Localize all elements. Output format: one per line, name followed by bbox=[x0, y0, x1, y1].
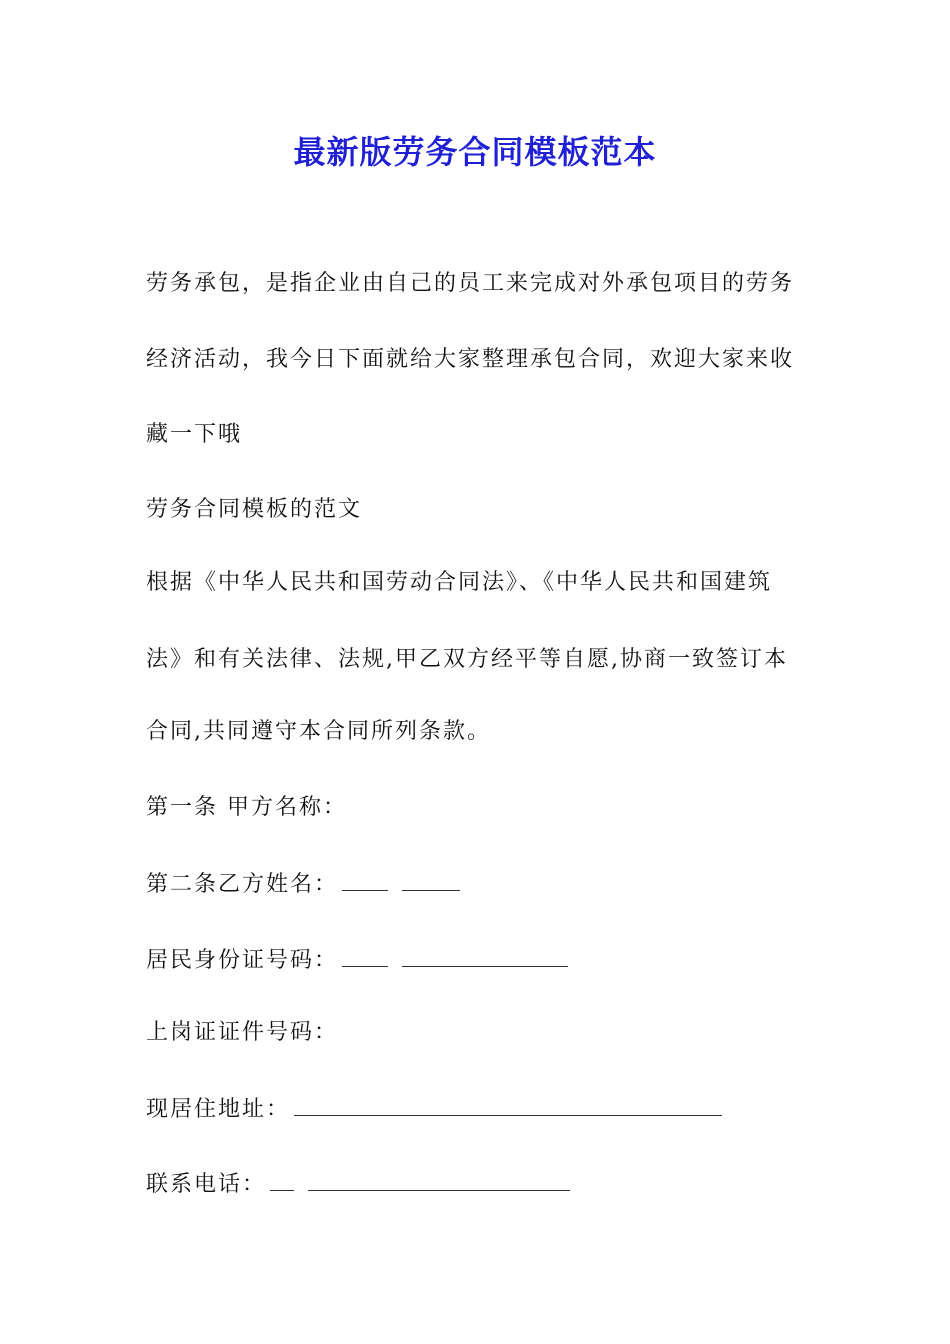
field-address-label: 现居住地址： bbox=[146, 1097, 291, 1122]
phone-blank-short bbox=[270, 1168, 294, 1191]
field-phone bbox=[146, 1168, 816, 1201]
field-party-b-label: 第二条乙方姓名： bbox=[146, 872, 339, 897]
intro-line-3: 藏一下哦 bbox=[146, 422, 243, 447]
address-blank bbox=[294, 1093, 722, 1116]
preamble-line-2: 法》和有关法律、法规,甲乙双方经平等自愿,协商一致签订本 bbox=[146, 647, 788, 672]
field-address bbox=[146, 1093, 816, 1126]
intro-line-1: 劳务承包，是指企业由自己的员工来完成对外承包项目的劳务 bbox=[146, 271, 795, 296]
intro-line-2: 经济活动，我今日下面就给大家整理承包合同，欢迎大家来收 bbox=[146, 347, 795, 372]
party-b-blank-short bbox=[342, 868, 388, 891]
field-license-number-label: 上岗证证件号码： bbox=[146, 1020, 339, 1045]
preamble-line-1: 根据《中华人民共和国劳动合同法》、《中华人民共和国建筑 bbox=[146, 570, 773, 595]
field-phone-label: 联系电话： bbox=[146, 1172, 267, 1197]
party-b-blank bbox=[402, 868, 460, 891]
field-party-b bbox=[146, 868, 816, 901]
id-number-blank-short bbox=[342, 944, 388, 967]
field-id-number-label: 居民身份证号码： bbox=[146, 948, 339, 973]
field-id-number bbox=[146, 944, 816, 977]
id-number-blank bbox=[402, 944, 568, 967]
phone-blank bbox=[308, 1168, 570, 1191]
field-license-number bbox=[146, 1017, 816, 1049]
preamble-line-3: 合同,共同遵守本合同所列条款。 bbox=[146, 719, 491, 744]
section-heading: 劳务合同模板的范文 bbox=[146, 497, 363, 522]
document-title: 最新版劳务合同模板范本 bbox=[293, 133, 657, 171]
field-party-a-label: 第一条 甲方名称： bbox=[146, 795, 347, 820]
field-party-a bbox=[146, 792, 816, 824]
